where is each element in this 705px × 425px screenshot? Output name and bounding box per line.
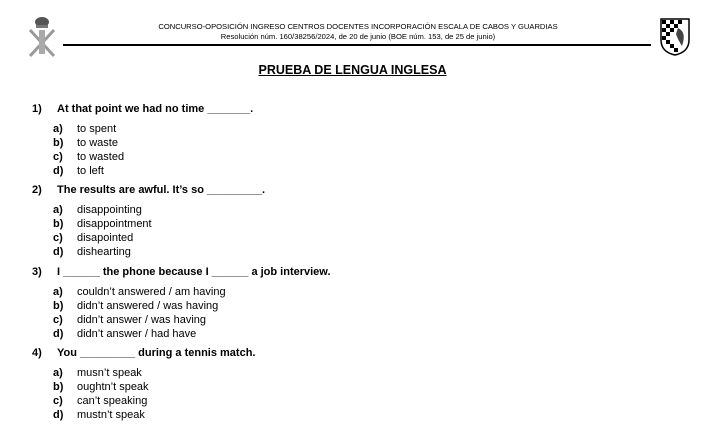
option-letter: a)	[53, 204, 63, 216]
option-letter: a)	[53, 286, 63, 298]
option-text: mustn’t speak	[77, 409, 145, 421]
answer-option	[53, 164, 104, 178]
question-number: 2)	[32, 184, 42, 196]
option-text: disapointed	[77, 232, 134, 244]
option-letter: d)	[53, 165, 64, 177]
option-text: to waste	[77, 137, 118, 149]
option-text: to wasted	[77, 151, 125, 163]
option-text: didn’t answer / had have	[77, 328, 197, 340]
header-line-2: Resolución núm. 160/38256/2024, de 20 de junio (BOE núm. 153, de 25 de junio)	[220, 32, 496, 41]
option-text: disappointing	[77, 204, 142, 216]
option-letter: a)	[53, 367, 63, 379]
option-text: to spent	[77, 123, 117, 135]
question-number: 4)	[32, 347, 42, 359]
answer-option	[53, 231, 133, 245]
option-letter: a)	[53, 123, 63, 135]
option-text: musn’t speak	[77, 367, 142, 379]
answer-option	[53, 408, 145, 422]
answer-option	[53, 217, 152, 231]
option-letter: c)	[53, 151, 63, 163]
question-number: 3)	[32, 266, 42, 278]
answer-option	[53, 366, 142, 380]
question-text: The results are awful. It’s so _________.	[57, 184, 266, 196]
answer-option	[53, 313, 206, 327]
question-number: 1)	[32, 103, 42, 115]
option-letter: b)	[53, 218, 64, 230]
answer-option	[53, 327, 196, 341]
option-text: to left	[77, 165, 104, 177]
answer-option	[53, 299, 218, 313]
option-text: oughtn’t speak	[77, 381, 149, 393]
question-4	[32, 347, 255, 359]
question-text: At that point we had no time _______.	[57, 103, 254, 115]
option-letter: c)	[53, 314, 63, 326]
option-letter: d)	[53, 328, 64, 340]
option-text: didn’t answered / was having	[77, 300, 219, 312]
page-title: PRUEBA DE LENGUA INGLESA	[258, 63, 447, 77]
answer-option	[53, 203, 142, 217]
header-divider	[63, 44, 651, 46]
question-1	[32, 103, 253, 115]
option-letter: d)	[53, 409, 64, 421]
option-text: dishearting	[77, 246, 131, 258]
question-3	[32, 266, 331, 278]
option-text: didn’t answer / was having	[77, 314, 207, 326]
option-text: can’t speaking	[77, 395, 148, 407]
answer-option	[53, 285, 226, 299]
option-letter: b)	[53, 137, 64, 149]
question-text: You _________ during a tennis match.	[57, 347, 256, 359]
answer-option	[53, 122, 116, 136]
option-text: disappointment	[77, 218, 152, 230]
option-letter: b)	[53, 300, 64, 312]
question-2	[32, 184, 265, 196]
option-letter: d)	[53, 246, 64, 258]
question-text: I ______ the phone because I ______ a job interview.	[57, 266, 331, 278]
answer-option	[53, 380, 149, 394]
answer-option	[53, 245, 131, 259]
answer-option	[53, 136, 118, 150]
answer-option	[53, 150, 124, 164]
option-letter: b)	[53, 381, 64, 393]
shield-emblem-icon	[660, 18, 690, 56]
option-letter: c)	[53, 232, 63, 244]
option-text: couldn’t answered / am having	[77, 286, 226, 298]
answer-option	[53, 394, 147, 408]
guardia-civil-emblem-icon	[26, 14, 58, 58]
option-letter: c)	[53, 395, 63, 407]
header-line-1: CONCURSO-OPOSICIÓN INGRESO CENTROS DOCENTES INCORPORACIÓN ESCALA DE CABOS Y GUARDIAS	[158, 22, 558, 31]
